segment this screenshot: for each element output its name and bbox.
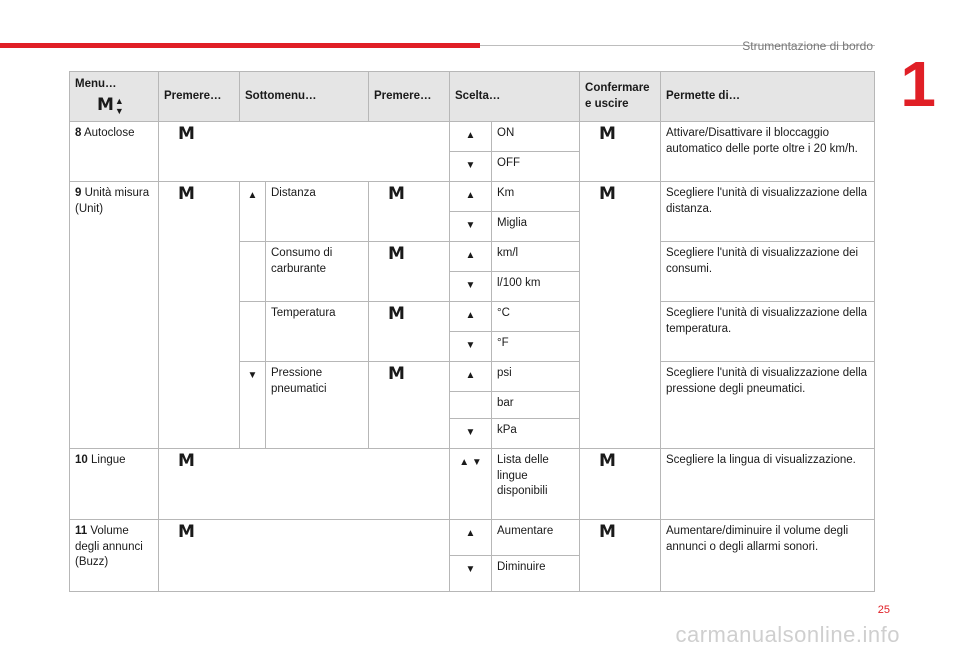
chapter-number: 1 [900,48,936,120]
choice-option: ON [492,122,580,152]
choice-option: Aumentare [492,520,580,556]
choice-option: OFF [492,152,580,182]
header-allows: Permette di… [661,72,875,122]
choice-option: kPa [492,419,580,449]
menu-m-icon: M [388,184,405,204]
menu-m-icon: M [97,95,114,116]
up-arrow-icon: ▲ [450,520,492,556]
row-label: 8 Autoclose [70,122,159,182]
down-arrow-icon: ▼ [114,105,124,116]
menu-table [69,71,875,592]
choice-option: °F [492,332,580,362]
choice-option: Miglia [492,212,580,242]
menu-m-icon: M [388,364,405,384]
up-arrow-icon: ▲ [450,242,492,272]
submenu-label: Temperatura [266,302,369,362]
row-description: Aumentare/diminuire il volume degli annunci o degli allarmi sonori. [661,520,875,592]
row-label: 10 Lingue [70,449,159,520]
down-arrow-icon: ▼ [450,212,492,242]
menu-m-icon: M [178,124,195,144]
table-row [70,122,875,152]
header-press-1: Premere… [159,72,240,122]
menu-m-icon: M [599,124,616,144]
row-label: 11 Volume degli annunci (Buzz) [70,520,159,592]
choice-option: bar [492,392,580,419]
submenu-label: Consumo di carburante [266,242,369,302]
up-down-arrow-icon: ▲ ▼ [450,449,492,520]
choice-option: Km [492,182,580,212]
up-arrow-icon: ▲ [450,182,492,212]
header-confirm: Confermare e uscire [580,72,661,122]
down-arrow-icon: ▼ [450,152,492,182]
down-arrow-icon: ▼ [450,272,492,302]
table-header-row [70,72,875,122]
menu-m-icon: M [388,244,405,264]
menu-m-icon: M [599,184,616,204]
choice-option: Lista delle lingue disponibili [492,449,580,520]
page-number: 25 [877,604,890,616]
row-label: 9 Unità misura (Unit) [70,182,159,449]
down-arrow-icon: ▼ [240,362,266,449]
row-description: Attivare/Disattivare il bloccaggio automatico delle porte oltre i 20 km/h. [661,122,875,182]
up-arrow-icon: ▲ [114,95,124,106]
table-row [70,520,875,556]
row-description: Scegliere l'unità di visualizzazione della pressione degli pneumatici. [661,362,875,449]
header-press-2: Premere… [369,72,450,122]
menu-m-icon: M [599,451,616,471]
up-arrow-icon: ▲ [450,362,492,392]
menu-m-icon: M [178,451,195,471]
menu-m-icon: M [388,304,405,324]
header-choice: Scelta… [450,72,580,122]
row-description: Scegliere la lingua di visualizzazione. [661,449,875,520]
up-arrow-icon: ▲ [450,122,492,152]
header-submenu: Sottomenu… [240,72,369,122]
submenu-label: Pressione pneumatici [266,362,369,449]
row-description: Scegliere l'unità di visualizzazione dei consumi. [661,242,875,302]
down-arrow-icon: ▼ [450,332,492,362]
section-title: Strumentazione di bordo [742,39,873,53]
choice-option: l/100 km [492,272,580,302]
choice-option: psi [492,362,580,392]
down-arrow-icon: ▼ [450,556,492,592]
watermark: carmanualsonline.info [675,622,900,647]
choice-option: °C [492,302,580,332]
submenu-label: Distanza [266,182,369,242]
row-description: Scegliere l'unità di visualizzazione della temperatura. [661,302,875,362]
table-row [70,449,875,520]
down-arrow-icon: ▼ [450,419,492,449]
menu-nav-icon [97,96,124,116]
menu-m-icon: M [178,184,195,204]
choice-option: km/l [492,242,580,272]
up-arrow-icon: ▲ [450,302,492,332]
table-row [70,182,875,212]
menu-m-icon: M [178,522,195,542]
header-red-bar [0,43,480,48]
choice-option: Diminuire [492,556,580,592]
header-menu: Menu… M ▲ ▼ [70,72,159,122]
menu-m-icon: M [599,522,616,542]
row-description: Scegliere l'unità di visualizzazione della distanza. [661,182,875,242]
up-arrow-icon: ▲ [240,182,266,242]
